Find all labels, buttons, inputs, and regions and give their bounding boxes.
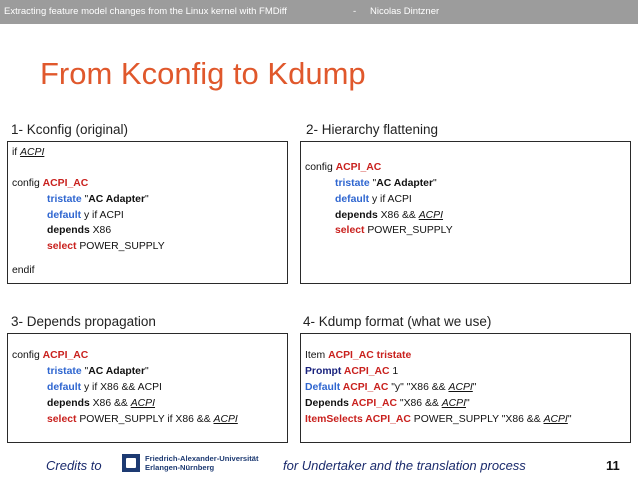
code-line: Prompt ACPI_AC 1 <box>305 366 399 377</box>
university-name: Friedrich-Alexander-Universität Erlangen-Nürnberg <box>145 454 259 472</box>
header-separator: - <box>353 6 357 17</box>
slide-title: From Kconfig to Kdump <box>40 56 366 91</box>
code-line: tristate "AC Adapter" <box>47 366 149 377</box>
code-line: config ACPI_AC <box>12 178 89 189</box>
code-line: Item ACPI_AC tristate <box>305 350 412 361</box>
code-line: ItemSelects ACPI_AC POWER_SUPPLY "X86 && ACPI" <box>305 414 572 425</box>
panel-3-caption: 3- Depends propagation <box>11 314 156 329</box>
code-line: default y if ACPI <box>47 210 124 221</box>
talk-title: Extracting feature model changes from the Linux kernel with FMDiff <box>4 6 287 17</box>
credits-suffix: for Undertaker and the translation process <box>283 458 526 473</box>
code-line: endif <box>12 265 35 276</box>
page-number: 11 <box>606 458 620 473</box>
university-emblem-icon <box>122 454 140 472</box>
code-line: config ACPI_AC <box>305 162 382 173</box>
panel-4-caption: 4- Kdump format (what we use) <box>303 314 492 329</box>
code-line: config ACPI_AC <box>12 350 89 361</box>
code-line: depends X86 <box>47 225 112 236</box>
university-logo <box>122 452 274 474</box>
code-line: depends X86 && ACPI <box>47 398 156 409</box>
code-line: select POWER_SUPPLY <box>47 241 165 252</box>
code-line: default y if X86 && ACPI <box>47 382 162 393</box>
author-name: Nicolas Dintzner <box>370 6 440 17</box>
panel-4-code-box <box>300 333 631 443</box>
panel-1-code-box <box>7 141 288 284</box>
panel-2-code-box <box>300 141 631 284</box>
code-line: select POWER_SUPPLY <box>335 225 453 236</box>
code-line: Default ACPI_AC "y" "X86 && ACPI" <box>305 382 477 393</box>
code-line: Depends ACPI_AC "X86 && ACPI" <box>305 398 470 409</box>
code-line: tristate "AC Adapter" <box>335 178 437 189</box>
panel-1-caption: 1- Kconfig (original) <box>11 122 129 137</box>
top-bar <box>0 0 638 24</box>
code-line: if ACPI <box>12 147 45 158</box>
code-line: default y if ACPI <box>335 194 412 205</box>
panel-3-code-box <box>7 333 288 443</box>
credits-prefix: Credits to <box>46 458 102 473</box>
panel-2-caption: 2- Hierarchy flattening <box>306 122 439 137</box>
code-line: select POWER_SUPPLY if X86 && ACPI <box>47 414 238 425</box>
code-line: depends X86 && ACPI <box>335 210 444 221</box>
code-line: tristate "AC Adapter" <box>47 194 149 205</box>
